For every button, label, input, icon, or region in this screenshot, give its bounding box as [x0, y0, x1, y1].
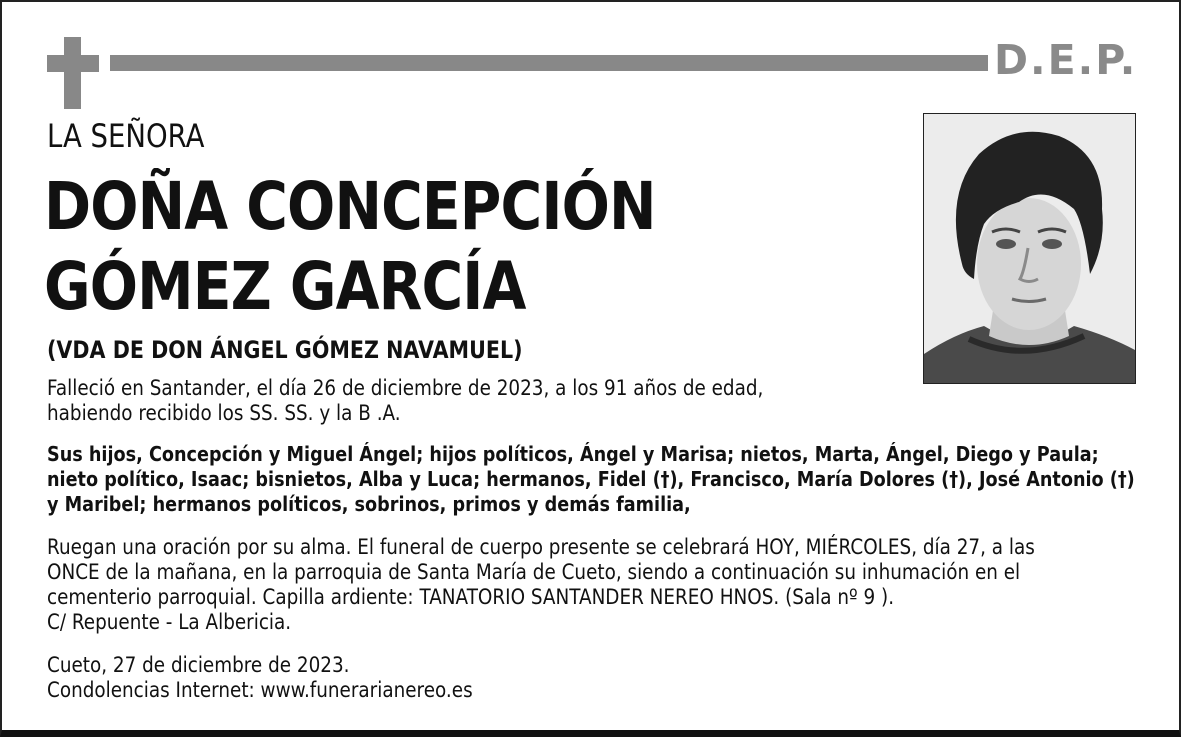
portrait-photo: [923, 113, 1136, 384]
condolences-line: Condolencias Internet: www.funerarianereo.es: [47, 678, 473, 702]
death-notice-paragraph: [47, 376, 1123, 426]
text-line: C/ Repuente - La Albericia.: [47, 610, 292, 634]
text-line: nieto político, Isaac; bisnietos, Alba y Luca; hermanos, Fidel (†), Francisco, María Dolores (†), José Antonio (†): [47, 467, 1135, 491]
closing-paragraph: [47, 653, 1123, 703]
deceased-name-line1: DOÑA CONCEPCIÓN: [44, 168, 656, 245]
text-line: Sus hijos, Concepción y Miguel Ángel; hijos políticos, Ángel y Marisa; nietos, Marta, Ángel, Diego y Paula;: [47, 442, 1099, 466]
text-line: Falleció en Santander, el día 26 de diciembre de 2023, a los 91 años de edad,: [47, 376, 764, 400]
text-line: habiendo recibido los SS. SS. y la B .A.: [47, 401, 401, 425]
text-line: Ruegan una oración por su alma. El funeral de cuerpo presente se celebrará HOY, MIÉRCOLES, día 27, a las: [47, 535, 1035, 559]
widow-of-line: (VDA DE DON ÁNGEL GÓMEZ NAVAMUEL): [47, 336, 523, 364]
header-rule: [110, 55, 988, 71]
family-paragraph: [47, 442, 1135, 517]
title-label: LA SEÑORA: [47, 117, 205, 155]
deceased-name-line2: GÓMEZ GARCÍA: [44, 248, 526, 325]
text-line: y Maribel; hermanos políticos, sobrinos, primos y demás familia,: [47, 492, 691, 516]
funeral-details-paragraph: [47, 535, 1123, 635]
dep-label: D.E.P.: [994, 36, 1138, 84]
cross-icon: [47, 37, 99, 109]
text-line: cementerio parroquial. Capilla ardiente: TANATORIO SANTANDER NEREO HNOS. (Sala nº 9 ).: [47, 585, 895, 609]
text-line: ONCE de la mañana, en la parroquia de Santa María de Cueto, siendo a continuación su inhumación en el: [47, 560, 1021, 584]
date-line: Cueto, 27 de diciembre de 2023.: [47, 653, 350, 677]
